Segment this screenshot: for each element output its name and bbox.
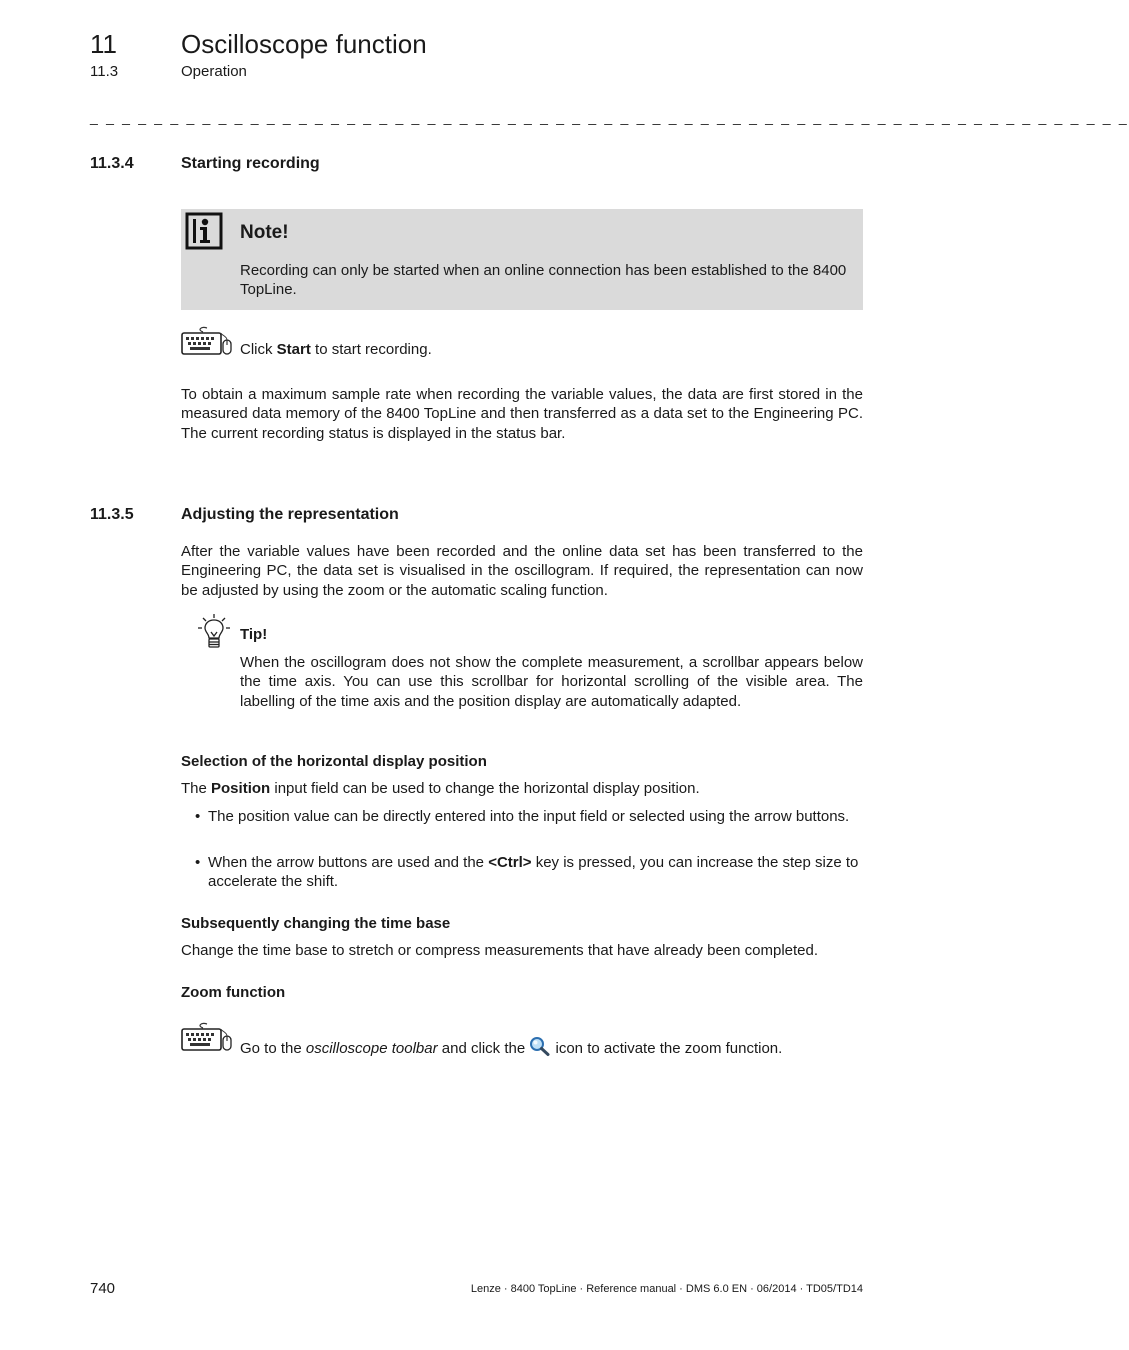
ctrl-key-label: <Ctrl>: [488, 854, 532, 871]
horizontal-position-heading: Selection of the horizontal display position: [181, 753, 487, 770]
header-rule: _ _ _ _ _ _ _ _ _ _ _ _ _ _ _ _ _ _ _ _ _ _ _ _ _ _ _ _ _ _ _ _ _ _ _ _ _ _ _ _ _ _ _ _ _ _ _ _ _ _ _ _ _ _ _ _ _ _ _ _ _ _ _ _ _: [90, 109, 1129, 125]
bullet-marker: •: [195, 854, 201, 871]
tip-text: When the oscillogram does not show the complete measurement, a scrollbar appears below the time axis. You can use this scrollbar for horizontal scrolling of the visible area. The labelling of the time axis and the position display are automatically adapted.: [240, 654, 863, 710]
start-label: Start: [276, 341, 311, 358]
magnifier-icon: [529, 1036, 551, 1061]
note-text: Recording can only be started when an online connection has been established to the 8400 TopLine.: [240, 262, 847, 299]
bullet-position-value: The position value can be directly entered into the input field or selected using the arrow buttons.: [208, 808, 850, 825]
zoom-instruction: Go to the oscilloscope toolbar and click the icon to activate the zoom function.: [240, 1036, 782, 1061]
info-icon: [185, 212, 223, 255]
position-intro: The Position input field can be used to change the horizontal display position.: [181, 780, 700, 797]
bullet-marker: •: [195, 808, 201, 825]
document-info: Lenze · 8400 TopLine · Reference manual · DMS 6.0 EN · 06/2014 · TD05/TD14: [470, 1283, 863, 1295]
time-base-text: Change the time base to stretch or compress measurements that have already been completed.: [181, 942, 819, 959]
chapter-title: Oscilloscope function: [181, 29, 427, 59]
position-label: Position: [211, 780, 271, 797]
start-instruction: Click Start to start recording.: [240, 341, 432, 358]
keyboard-mouse-icon: [181, 1022, 233, 1054]
page-number: 740: [90, 1280, 116, 1297]
oscilloscope-toolbar-label: oscilloscope toolbar: [305, 1040, 438, 1057]
section-title: Operation: [181, 63, 247, 80]
lightbulb-icon: [197, 613, 231, 654]
section-number: 11.3: [90, 63, 119, 80]
note-title: Note!: [240, 222, 289, 243]
heading-11-3-5-number: 11.3.5: [90, 506, 134, 523]
heading-11-3-4-number: 11.3.4: [90, 155, 134, 172]
recording-paragraph: To obtain a maximum sample rate when recording the variable values, the data are first stored in the measured data memory of the 8400 TopLine and then transferred as a data set to the Engineering PC. The current recording status is displayed in the status bar.: [181, 386, 863, 442]
heading-11-3-5-title: Adjusting the representation: [181, 506, 399, 523]
keyboard-mouse-icon: [181, 326, 233, 358]
heading-11-3-4-title: Starting recording: [181, 155, 320, 172]
tip-title: Tip!: [240, 626, 268, 643]
chapter-number: 11: [90, 29, 117, 59]
bullet-ctrl-key: When the arrow buttons are used and the <Ctrl> key is pressed, you can increase the step size to accelerate the shift.: [208, 854, 859, 891]
zoom-heading: Zoom function: [181, 984, 286, 1001]
representation-paragraph: After the variable values have been recorded and the online data set has been transferred to the Engineering PC, the data set is visualised in the oscillogram. If required, the representation can now be adjusted by using the zoom or the automatic scaling function.: [181, 543, 863, 599]
time-base-heading: Subsequently changing the time base: [181, 915, 451, 932]
